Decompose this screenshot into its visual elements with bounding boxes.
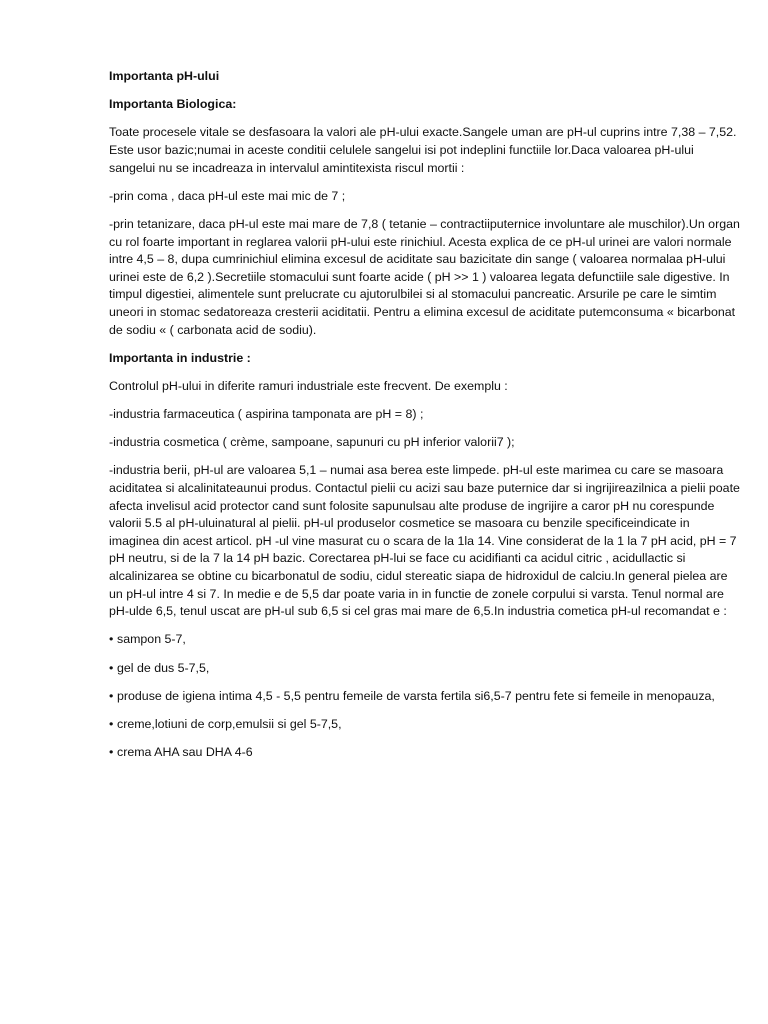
paragraph-industry-cosmetic: -industria cosmetica ( crème, sampoane, sapunuri cu pH inferior valorii7 );: [109, 435, 515, 450]
list-item-text: creme,lotiuni de corp,emulsii si gel 5-7,5,: [117, 716, 342, 731]
list-item-text: produse de igiena intima 4,5 - 5,5 pentru femeile de varsta fertila si6,5-7 pentru fete si femeile in menopauza,: [117, 688, 715, 703]
list-item-text: crema AHA sau DHA 4-6: [117, 745, 253, 760]
paragraph-industry-intro: Controlul pH-ului in diferite ramuri industriale este frecvent. De exemplu :: [109, 378, 508, 393]
paragraph-industry-pharma: -industria farmaceutica ( aspirina tamponata are pH = 8) ;: [109, 407, 424, 422]
paragraph-bio-tetany: -prin tetanizare, daca pH-ul este mai mare de 7,8 ( tetanie – contractiiputernice involuntare ale muschilor).Un organ cu rol foarte important in reglarea valorii pH-ului este rinichiul. Acesta explica de ce pH-ul urinei are valori normale intre 4,5 – 8, dupa cumrinichiul elimina excesul de aciditate sau bazicitate din sange ( valoarea normalaa pH-ului urinei este de 6,2 ).Secretiile stomacului sunt foarte acide ( pH >> 1 ) valoarea legata defunctiile sale digestive. In timpul digestiei, alimentele sunt prelucrate cu ajutorulbilei si al stomacului pancreatic. Arsurile pe care le simtim uneori in stomac sedatoreaza cresterii aciditatii. Pentru a elimina excesul de aciditate putemconsuma « bicarbonat de sodiu « ( carbonata acid de sodiu).: [109, 216, 740, 337]
bullet-icon: •: [109, 745, 114, 760]
bullet-icon: •: [109, 688, 114, 703]
list-item-text: gel de dus 5-7,5,: [117, 660, 210, 675]
paragraph-industry-beer: -industria berii, pH-ul are valoarea 5,1 – numai asa berea este limpede. pH-ul este marimea cu care se masoara aciditatea si alcalinitateaunui produs. Contactul pielii cu acizi sau baze puternice dar si ingrijireazilnica a pielii poate afecta invelisul acid protector cand sunt folosite sapunulsau alte produse de ingrijire a caror pH nu corespunde valorii 5.5 al pH-uluinatural al pielii. pH-ul produselor cosmetice se masoara cu benzile specificeindicate in imaginea din acest articol. pH -ul vine masurat cu o scara de la 1la 14. Vine considerat de la 1 la 7 pH acid, pH = 7 pH neutru, si de la 7 la 14 pH bazic. Corectarea pH-lui se face cu acidifianti ca acidul citric , acidullactic si alcalinizarea se obtine cu bicarbonatul de sodiu, cidul stereatic siapa de hidroxidul de calciu.In general pielea are un pH-ul intre 4 si 7. In medie e de 5,5 dar poate varia in in functie de zonele corpului si varsta. Tenul normal are pH-ulde 6,5, tenul uscat are pH-ul sub 6,5 si cel gras mai mare de 6,5.In industria cometica pH-ul recomandat e :: [109, 463, 740, 619]
list-item: [109, 688, 740, 706]
document-title: Importanta pH-ului: [109, 69, 220, 83]
bullet-icon: •: [109, 660, 114, 675]
list-item: [109, 631, 740, 649]
bullet-icon: •: [109, 632, 114, 647]
paragraph-bio-coma: -prin coma , daca pH-ul este mai mic de 7 ;: [109, 188, 346, 203]
list-item: [109, 660, 740, 678]
list-item: [109, 744, 740, 762]
paragraph-bio-intro: Toate procesele vitale se desfasoara la valori ale pH-ului exacte.Sangele uman are pH-ul cuprins intre 7,38 – 7,52. Este usor bazic;numai in aceste conditii celulele sangelui isi pot indeplini functiile lor.Daca valoarea pH-ului sangelui nu se incadreaza in intervalul amintitexista riscul mortii :: [109, 125, 737, 175]
list-item-text: sampon 5-7,: [117, 632, 186, 647]
list-item: [109, 716, 740, 734]
section-heading-industry: Importanta in industrie :: [109, 350, 251, 365]
section-heading-biological: Importanta Biologica:: [109, 97, 237, 112]
bullet-icon: •: [109, 716, 114, 731]
